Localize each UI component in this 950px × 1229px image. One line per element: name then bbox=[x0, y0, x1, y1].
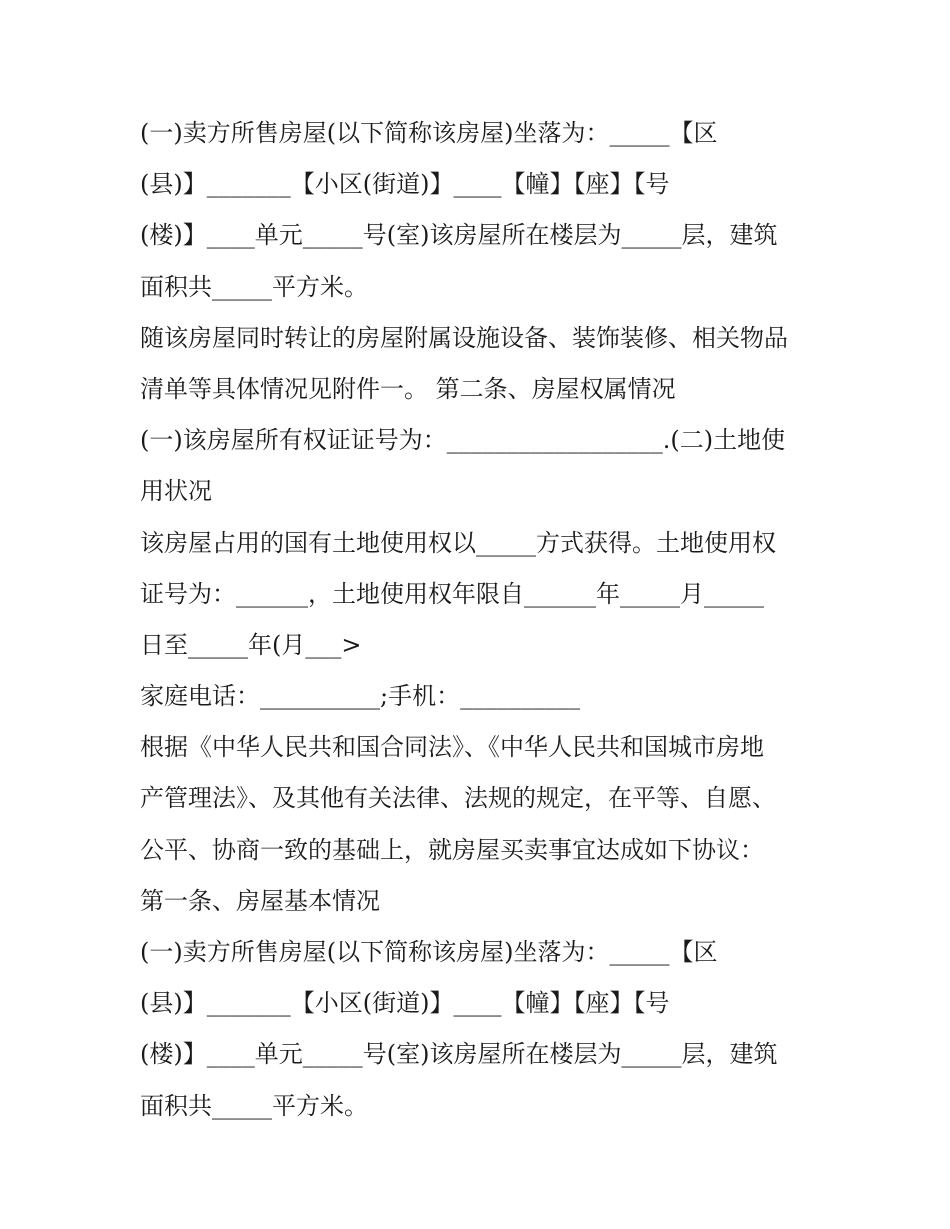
text-line: 证号为：______，土地使用权年限自______年_____月_____ bbox=[140, 579, 764, 608]
text-line: 该房屋占用的国有土地使用权以_____方式获得。土地使用权 bbox=[140, 528, 776, 557]
text-line: (楼)】____单元_____号(室)该房屋所在楼层为_____层，建筑 bbox=[140, 221, 778, 250]
text-line: (县)】_______【小区(街道)】____【幢】【座】【号 bbox=[140, 989, 670, 1018]
text-line: 产管理法》、及其他有关法律、法规的规定，在平等、自愿、 bbox=[140, 784, 776, 813]
text-line: 家庭电话：__________;手机：__________ bbox=[140, 682, 581, 711]
text-line: (一)卖方所售房屋(以下简称该房屋)坐落为：_____【区 bbox=[140, 119, 718, 147]
text-line: (楼)】____单元_____号(室)该房屋所在楼层为_____层，建筑 bbox=[140, 1040, 778, 1069]
text-line: 日至_____年(月___> bbox=[140, 630, 362, 659]
contract-text bbox=[140, 108, 820, 1132]
text-line: 用状况 bbox=[140, 477, 212, 506]
text-line: 清单等具体情况见附件一。 第二条、房屋权属情况 bbox=[140, 374, 676, 403]
text-line: 公平、协商一致的基础上，就房屋买卖事宜达成如下协议： bbox=[140, 835, 764, 864]
text-line: 根据《中华人民共和国合同法》、《中华人民共和国城市房地 bbox=[140, 733, 764, 762]
text-line: 随该房屋同时转让的房屋附属设施设备、装饰装修、相关物品 bbox=[140, 323, 788, 352]
section-heading: 第一条、房屋基本情况 bbox=[140, 886, 380, 915]
text-line: (一)该房屋所有权证证号为：__________________.(二)土地使 bbox=[140, 426, 786, 455]
text-line: 面积共_____平方米。 bbox=[140, 1091, 368, 1120]
text-line: (一)卖方所售房屋(以下简称该房屋)坐落为：_____【区 bbox=[140, 938, 718, 966]
text-line: 面积共_____平方米。 bbox=[140, 272, 368, 301]
text-line: (县)】_______【小区(街道)】____【幢】【座】【号 bbox=[140, 170, 670, 199]
